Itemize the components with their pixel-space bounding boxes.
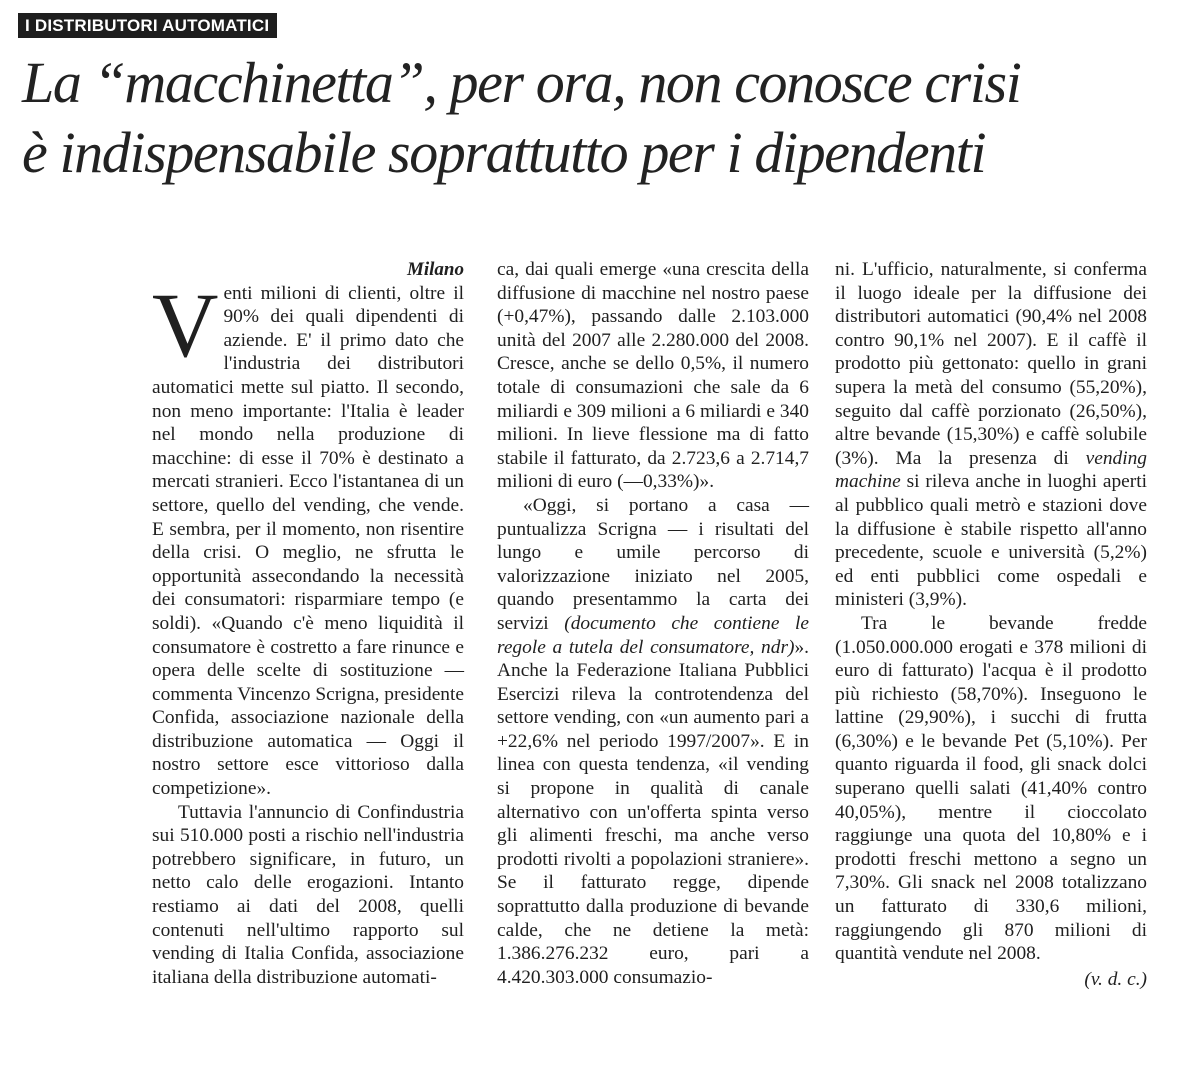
dateline: Milano xyxy=(406,259,464,280)
paragraph-2-part-2: ca, dai quali emerge «una crescita della diffusione di macchine nel nostro paese (+0,47%), passando dalle 2.103.000 unità del 2007 alle 2.280.000 del 2008. Cresce, anche se dello 0,5%, il numero totale di consumazioni che sale da 6 miliardi e 309 milioni a 6 miliardi e 340 milioni. In lieve flessione ma di fatto stabile il fatturato, da 2.723,6 a 2.714,7 milioni di euro (—0,33%)». xyxy=(497,259,809,493)
section-kicker: I DISTRIBUTORI AUTOMATICI xyxy=(18,13,277,38)
article-column-3 xyxy=(835,258,1147,991)
paragraph-3-part-1: «Oggi, si portano a casa — puntualizza Scrigna — i risultati del lungo e umile percorso di valorizzazione iniziato nel 2005, quando presentammo la carta dei servizi (documento che contiene le regole a tutela del consumatore, ndr)». Anche la Federazione Italiana Pubblici Esercizi rileva la controtendenza del settore vending, con «un aumento pari a +22,6% nel periodo 1997/2007». E in linea con questa tendenza, «il vending si propone in qualità di canale alternativo con un'offerta spinta verso gli alimenti freschi, ma anche verso prodotti rivolti a popolazioni straniere». Se il fatturato regge, dipende soprattutto dalla produzione di bevande calde, che ne detiene la metà: 1.386.276.232 euro, pari a 4.420.303.000 consumazio- xyxy=(497,494,809,988)
paragraph-4: Tra le bevande fredde (1.050.000.000 erogati e 378 milioni di euro di fatturato) l'acqua è il prodotto più richiesto (58,70%). Inseguono le lattine (29,90%), i succhi di frutta (6,30%) e le bevande Pet (5,10%). Per quanto riguarda il food, gli snack dolci superano quelli salati (41,40% contro 40,05%), mentre il cioccolato raggiunge una quota del 10,80% e i prodotti freschi mettono a segno un 7,30%. Gli snack nel 2008 totalizzano un fatturato di 330,6 milioni, raggiungendo gli 870 milioni di quantità vendute nel 2008. xyxy=(835,612,1147,965)
drop-cap: V xyxy=(152,273,219,376)
italic-term: vending machine xyxy=(835,447,1147,493)
paragraph-2-part-1 xyxy=(152,801,464,990)
paragraph-1-text: enti milioni di clienti, oltre il 90% dei quali dipendenti di aziende. E' il primo dato che l'industria dei distributori automatici mette sul piatto. Il secondo, non meno importante: l'Italia è leader nel mondo nella produzione di macchine: di esse il 70% è destinato a mercati stranieri. Ecco l'istantanea di un settore, quello del vending, che vende. E sembra, per il momento, non risentire della crisi. O meglio, ne sfrutta le opportunità assecondando la necessità dei consumatori: risparmiare tempo (e soldi). «Quando c'è meno liquidità il consumatore è costretto a fare rinunce e opera delle scelte di sostituzione — commenta Vincenzo Scrigna, presidente Confida, associazione nazionale della distribuzione automatica — Oggi il nostro settore esce vittorioso dalla competizione». xyxy=(152,282,464,800)
paragraph-2-text-a: Tuttavia l'annuncio di Confindustria sui 510.000 posti a rischio nell'industria potrebbero significare, in futuro, un netto calo delle erogazioni. Intanto restiamo ai dati del 2008, quelli contenuti nell'ultimo rapporto sul vending di Italia Confida, associazione italiana della distribuzione automati- xyxy=(152,801,464,988)
headline-line-1: La “macchinetta”, per ora, non conosce crisi xyxy=(22,50,1021,115)
article-column-1 xyxy=(152,258,464,989)
headline-line-2: è indispensabile soprattutto per i dipendenti xyxy=(22,120,986,185)
author-signoff: (v. d. c.) xyxy=(1084,968,1147,990)
paragraph-1 xyxy=(152,273,464,801)
editor-note: (documento che contiene le regole a tutela del consumatore, ndr) xyxy=(497,612,809,658)
article-headline xyxy=(22,48,1192,188)
article-column-2 xyxy=(497,258,809,989)
paragraph-3-part-2: ni. L'ufficio, naturalmente, si conferma il luogo ideale per la diffusione dei distributori automatici (90,4% nel 2008 contro 90,1% nel 2007). E il caffè il prodotto più gettonato: quello in grani supera la metà del consumo (55,20%), seguito dal caffè porzionato (26,50%), altre bevande (15,30%) e caffè solubile (3%). Ma la presenza di vending machine si rileva anche in luoghi aperti al pubblico quali metrò e stazioni dove la diffusione è stabile rispetto all'anno precedente, scuole e università (5,2%) ed enti pubblici come ospedali e ministeri (3,9%). xyxy=(835,259,1147,611)
